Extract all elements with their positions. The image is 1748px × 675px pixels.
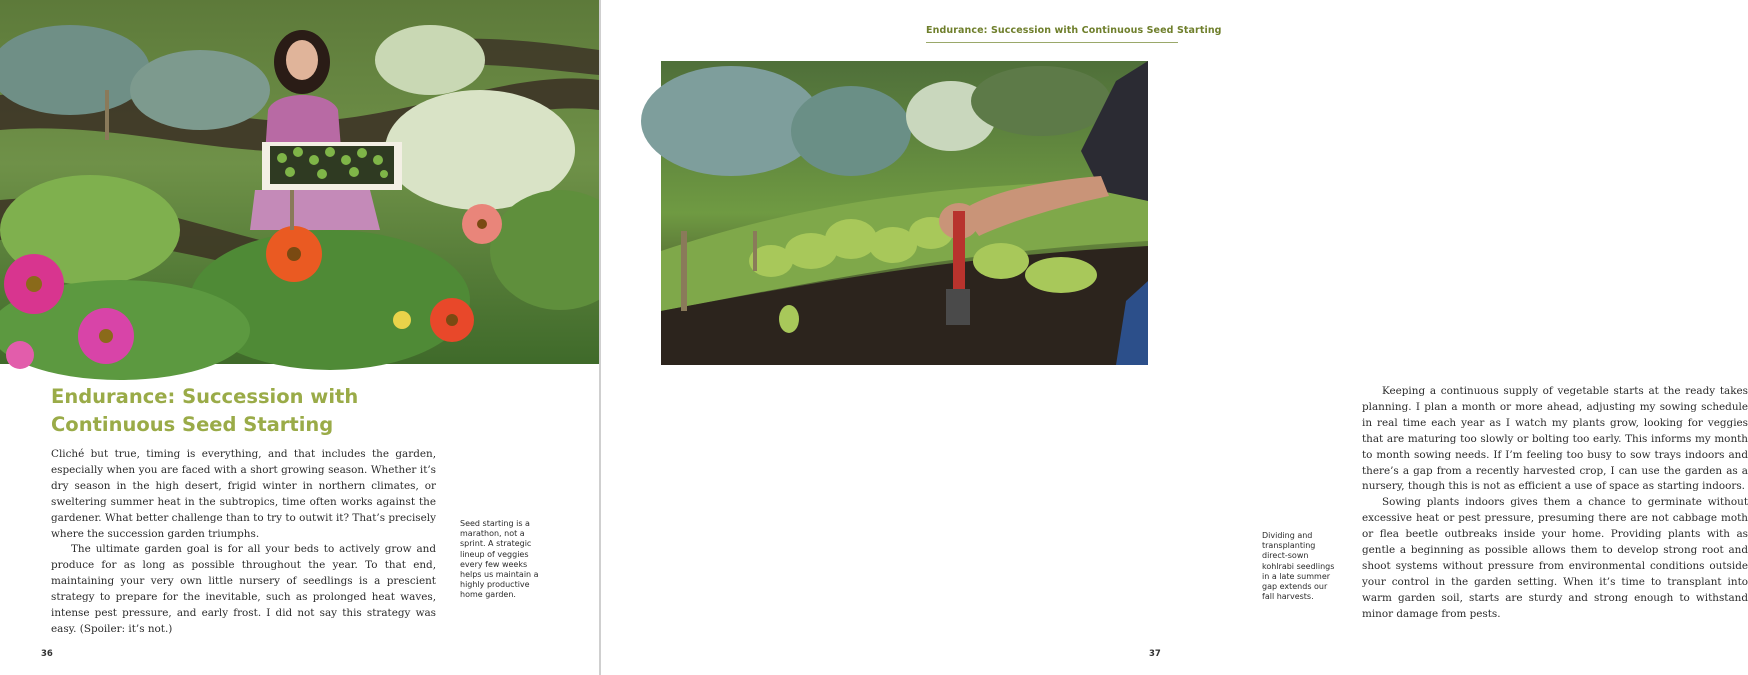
chapter-title: Endurance: Succession with Continuous Seed Starting [51, 385, 359, 436]
garden-photo-transplanting-kohlrabi [661, 61, 1148, 365]
page-number-left: 36 [41, 649, 53, 659]
running-head: Endurance: Succession with Continuous Seed Starting [926, 25, 1178, 43]
left-body-text [51, 447, 436, 638]
right-photo-caption: Dividing and transplanting direct-sown kohlrabi seedlings in a late summer gap extends our fall harvests. [1262, 531, 1335, 602]
page-number-right: 37 [1149, 649, 1161, 659]
left-paragraph: The ultimate garden goal is for all your beds to actively grow and produce for as long as possible throughout the year. To that end, maintaining your very own little nursery of seedlings is a prescient strategy to prepare for the inevitable, such as prolonged heat waves, intense pest pressure, and early frost. I did not say this strategy was easy. (Spoiler: it’s not.) [51, 543, 436, 635]
right-paragraph: Sowing plants indoors gives them a chance to germinate without excessive heat or pest pressure, presuming there are not cabbage moth or flea beetle outbreaks inside your home. Providing plants with as gentle a beginning as possible allows them to develop strong root and shoot systems without pressure from environmental conditions outside your control in the garden setting. When it’s time to transplant into warm garden soil, starts are sturdy and strong enough to withstand minor damage from pests. [1362, 496, 1748, 620]
left-photo-caption: Seed starting is a marathon, not a sprint. A strategic lineup of veggies every few weeks helps us maintain a highly productive home garden. [460, 519, 539, 600]
garden-photo-woman-with-seedling-tray [0, 0, 599, 364]
transplanting-photo-illustration [661, 61, 1148, 365]
right-page [601, 0, 1748, 675]
right-body-text [1362, 384, 1748, 623]
left-paragraph: Cliché but true, timing is everything, and that includes the garden, especially when you are faced with a short growing season. Whether it’s dry season in the high desert, frigid winter in northern climates, or sweltering summer heat in the subtropics, time often works against the gardener. What better challenge than to try to outwit it? That’s precisely where the succession garden triumphs. [51, 448, 436, 540]
right-paragraph: Keeping a continuous supply of vegetable starts at the ready takes planning. I plan a month or more ahead, adjusting my sowing schedule in real time each year as I watch my plants grow, looking for veggies that are maturing too slowly or bolting too early. This informs my month to month sowing needs. If I’m feeling too busy to sow trays indoors and there’s a gap from a recently harvested crop, I can use the garden as a nursery, though this is not as efficient a use of space as starting indoors. [1362, 385, 1748, 493]
garden-photo-illustration [0, 0, 599, 364]
left-page [0, 0, 599, 675]
